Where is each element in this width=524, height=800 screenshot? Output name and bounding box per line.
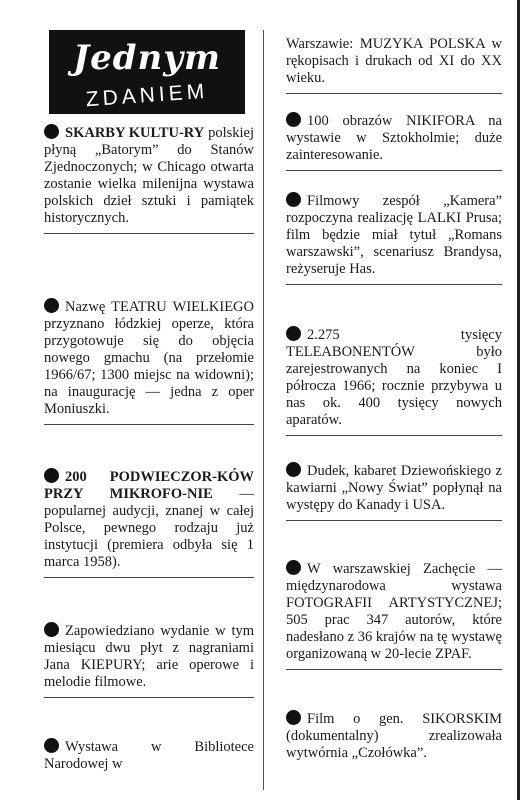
news-item-continued <box>286 36 502 94</box>
bullet-icon <box>44 622 59 637</box>
news-item-text: Warszawie: MUZYKA POLSKA w rękopisach i drukach od XI do XX wieku. <box>286 36 502 86</box>
news-item-text: polskiej płyną „Batorym” do Stanów Zjednoczonych; w Chicago otwarta zostanie wielka milenijna wystawa polskich dzieł sztuki i pamiątek historycznych. <box>44 125 254 226</box>
bullet-icon <box>286 112 301 127</box>
news-item <box>286 192 502 285</box>
news-item <box>44 124 254 234</box>
section-title-block <box>49 30 245 114</box>
section-title-script: Jednym <box>73 38 221 78</box>
news-item <box>44 738 254 779</box>
news-item-text: Dudek, kabaret Dziewońskiego z kawiarni „Nowy Świat” popłynął na występy do Kanady i USA. <box>286 463 502 513</box>
bullet-icon <box>44 124 59 139</box>
column-divider <box>263 30 264 790</box>
bullet-icon <box>44 468 59 483</box>
news-item <box>286 560 502 670</box>
news-item <box>44 298 254 425</box>
news-item-lead: SKARBY KULTU-RY <box>65 125 205 141</box>
news-item-lead: 200 PODWIECZOR-KÓW PRZY MIKROFO-NIE <box>44 469 254 502</box>
news-item <box>286 462 502 521</box>
news-item <box>44 622 254 698</box>
news-item-text: Nazwę TEATRU WIELKIEGO przyznano łódzkiej operze, która przygotowuje się do objęcia nowego gmachu (na przełomie 1966/67; 1300 miejsc na widowni); na inaugurację — jedna z oper Moniuszki. <box>44 299 254 417</box>
news-item-text: Film o gen. SIKORSKIM (dokumentalny) zrealizowała wytwórnia „Czołówka”. <box>286 711 502 761</box>
bullet-icon <box>286 326 301 341</box>
news-item-text: 100 obrazów NIKIFORA na wystawie w Sztokholmie; duże zainteresowanie. <box>286 113 502 163</box>
news-item <box>286 326 502 436</box>
news-item-text: Wystawa w Bibliotece Narodowej w <box>44 739 254 772</box>
bullet-icon <box>286 462 301 477</box>
bullet-icon <box>286 560 301 575</box>
news-item-text: 2.275 tysięcy TELEABONENTÓW było zarejestrowanych na koniec I półrocza 1966; rocznie przybywa u nas ok. 400 tysięcy nowych aparatów. <box>286 327 502 428</box>
news-item-text: Zapowiedziano wydanie w tym miesiącu dwu płyt z nagraniami Jana KIEPURY; arie operowe i melodie filmowe. <box>44 623 254 690</box>
news-item-text: Filmowy zespół „Kamera” rozpoczyna realizację LALKI Prusa; film będzie miał tytuł „Romans warszawski”, scenariusz Brandysa, reżyseruje Has. <box>286 193 502 277</box>
bullet-icon <box>44 298 59 313</box>
news-item <box>286 710 502 768</box>
bullet-icon <box>286 192 301 207</box>
bullet-icon <box>44 738 59 753</box>
news-item-text: — popularnej audycji, znanej w całej Polsce, pewnego rodzaju już instytucji (premiera odbyła się 1 marca 1958). <box>44 486 255 570</box>
news-item <box>44 468 254 578</box>
news-item-text: W warszawskiej Zachęcie — międzynarodowa wystawa FOTOGRAFII ARTYSTYCZNEJ; 505 prac 347 autorów, które nadesłano z 36 krajów na tę wystawę organizowaną w 20-lecie ZPAF. <box>286 561 502 662</box>
news-item <box>286 112 502 171</box>
bullet-icon <box>286 710 301 725</box>
page-edge-rule <box>517 0 520 800</box>
section-title-caps: ZDANIEM <box>85 79 209 112</box>
